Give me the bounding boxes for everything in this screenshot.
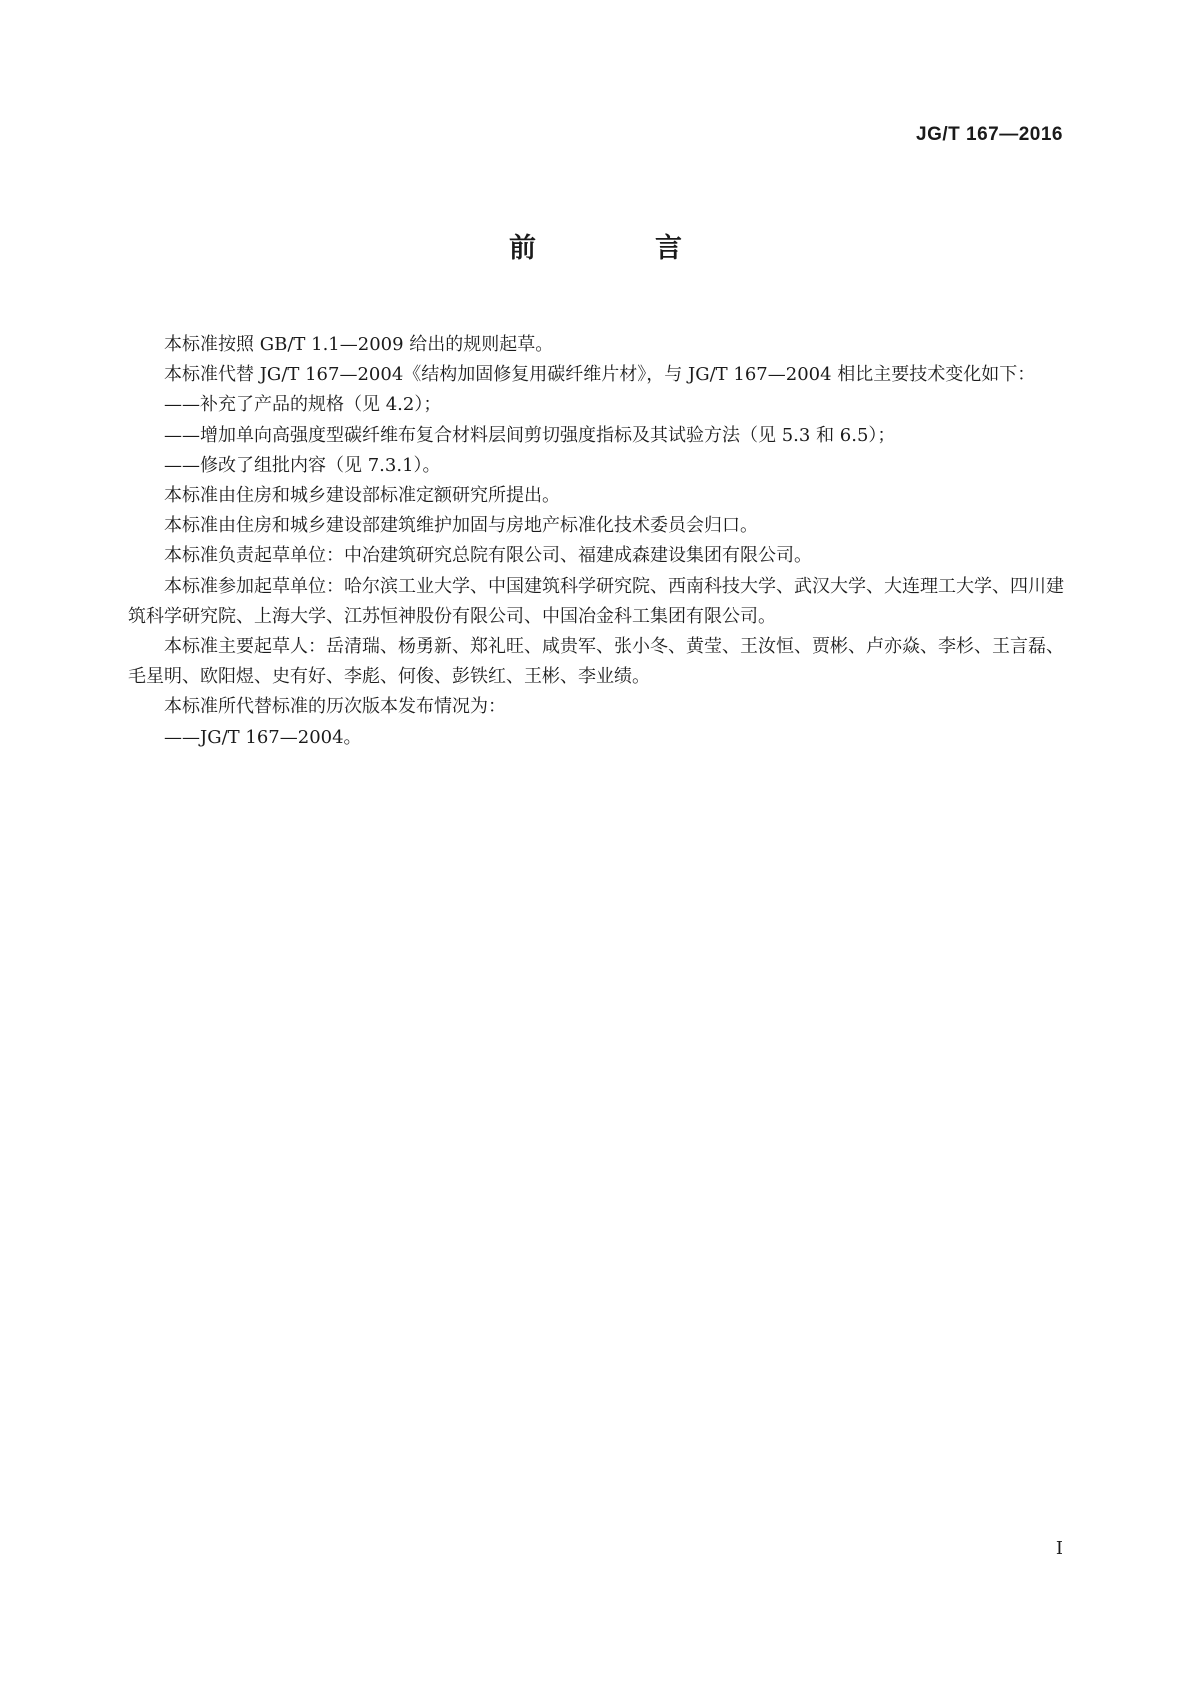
paragraph-committee: 本标准由住房和城乡建设部建筑维护加固与房地产标准化技术委员会归口。 (164, 515, 758, 537)
paragraph-version-history: 本标准所代替标准的历次版本发布情况为： (164, 696, 506, 718)
standard-code: JG/T 167—2016 (916, 124, 1063, 145)
page-title: 前 言 (509, 233, 728, 264)
paragraph-proposer: 本标准由住房和城乡建设部标准定额研究所提出。 (164, 485, 560, 507)
page-number: I (1055, 1538, 1063, 1559)
paragraph-responsible-drafters: 本标准负责起草单位：中冶建筑研究总院有限公司、福建成森建设集团有限公司。 (164, 545, 812, 567)
foreword-body (128, 330, 1064, 753)
paragraph-drafting-rules: 本标准按照 GB/T 1.1—2009 给出的规则起草。 (164, 334, 554, 355)
change-item: ——补充了产品的规格（见 4.2）； (164, 394, 442, 416)
change-item: ——增加单向高强度型碳纤维布复合材料层间剪切强度指标及其试验方法（见 5.3 和 6.5）； (164, 424, 896, 446)
version-item: ——JG/T 167—2004。 (164, 726, 362, 748)
change-item: ——修改了组批内容（见 7.3.1）。 (164, 454, 441, 476)
paragraph-participating-drafters: 本标准参加起草单位：哈尔滨工业大学、中国建筑科学研究院、西南科技大学、武汉大学、大连理工大学、四川建筑科学研究院、上海大学、江苏恒神股份有限公司、中国冶金科工集团有限公司。 (128, 575, 1064, 627)
paragraph-replacement: 本标准代替 JG/T 167—2004《结构加固修复用碳纤维片材》，与 JG/T 167—2004 相比主要技术变化如下： (164, 364, 1036, 386)
paragraph-main-drafters: 本标准主要起草人：岳清瑞、杨勇新、郑礼旺、咸贵军、张小冬、黄莹、王汝恒、贾彬、卢亦焱、李杉、王言磊、毛星明、欧阳煜、史有好、李彪、何俊、彭铁红、王彬、李业绩。 (128, 636, 1064, 688)
